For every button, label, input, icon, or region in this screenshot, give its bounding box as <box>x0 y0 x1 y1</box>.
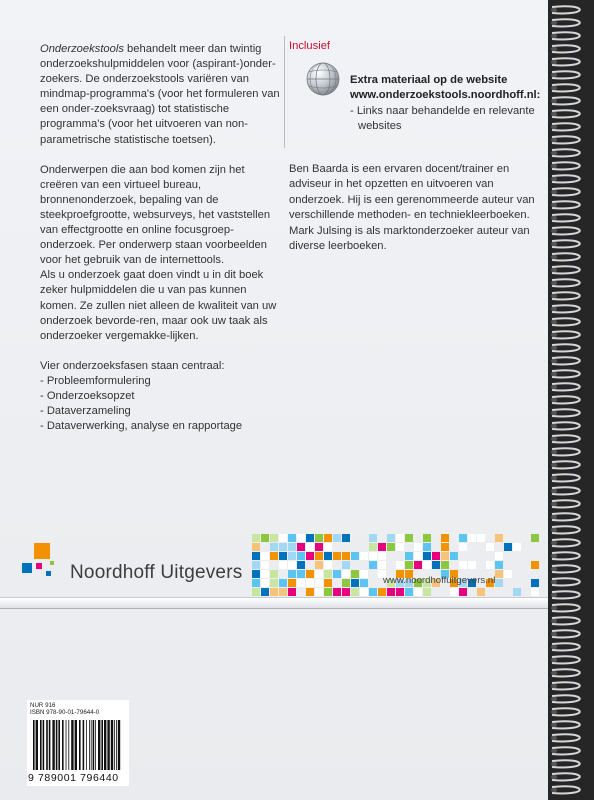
barcode-bar <box>89 720 90 770</box>
binding-hole <box>551 86 557 91</box>
usage-paragraph: Als u onderzoek gaat doen vindt u in dit boek zeker hulpmiddelen die u van pas kunnen komen. Ze zullen niet alleen de kwaliteit van uw onderzoek bevorde-ren, maar ook uw taak als onderzoeker vergemakke-lijken. <box>40 269 277 342</box>
binding-hole <box>551 320 557 325</box>
mosaic-square <box>423 543 431 551</box>
binding-hole <box>551 515 557 520</box>
mosaic-square <box>405 561 413 569</box>
mosaic-square <box>261 579 269 587</box>
mosaic-square <box>387 543 395 551</box>
mosaic-square <box>252 534 260 542</box>
mosaic-square <box>315 570 323 578</box>
mosaic-square <box>450 588 458 596</box>
mosaic-square <box>324 534 332 542</box>
mosaic-square <box>369 543 377 551</box>
mosaic-square <box>495 579 503 587</box>
binding-hole <box>551 255 557 260</box>
barcode-bar <box>91 720 92 770</box>
mosaic-square <box>495 561 503 569</box>
mosaic-square <box>333 552 341 560</box>
mosaic-square <box>351 570 359 578</box>
mosaic-square <box>315 588 323 596</box>
binding-hole <box>551 437 557 442</box>
mosaic-square <box>414 561 422 569</box>
binding-hole <box>551 164 557 169</box>
noordhoff-logo-icon <box>20 541 64 585</box>
mosaic-square <box>315 534 323 542</box>
mosaic-square <box>531 579 539 587</box>
mosaic-square <box>333 570 341 578</box>
mosaic-square <box>297 552 305 560</box>
mosaic-square <box>504 543 512 551</box>
mosaic-square <box>504 570 512 578</box>
mosaic-square <box>252 552 260 560</box>
mosaic-square <box>369 552 377 560</box>
binding-hole <box>551 489 557 494</box>
barcode-bars <box>31 720 125 770</box>
mosaic-square <box>513 543 521 551</box>
binding-hole <box>551 398 557 403</box>
phase-item: - Dataverwerking, analyse en rapportage <box>40 420 243 433</box>
mosaic-square <box>279 543 287 551</box>
color-mosaic-pattern <box>252 534 570 596</box>
barcode-bar <box>36 720 38 770</box>
mosaic-square <box>288 534 296 542</box>
mosaic-square <box>360 570 368 578</box>
binding-hole <box>551 229 557 234</box>
barcode-bar <box>71 720 73 770</box>
mosaic-square <box>252 561 260 569</box>
binding-hole <box>551 762 557 767</box>
barcode-bar <box>114 720 115 770</box>
mosaic-square <box>297 561 305 569</box>
mosaic-square <box>369 534 377 542</box>
binding-hole <box>551 60 557 65</box>
description-column <box>40 42 280 434</box>
mosaic-square <box>360 588 368 596</box>
mosaic-square <box>378 552 386 560</box>
mosaic-square <box>315 552 323 560</box>
mosaic-square <box>297 543 305 551</box>
mosaic-square <box>432 561 440 569</box>
mosaic-square <box>315 543 323 551</box>
barcode-bar <box>66 720 67 770</box>
mosaic-square <box>270 570 278 578</box>
binding-hole <box>551 8 557 13</box>
barcode-bar <box>101 720 103 770</box>
mosaic-square <box>414 543 422 551</box>
mosaic-square <box>306 552 314 560</box>
mosaic-square <box>288 570 296 578</box>
barcode-bar <box>49 720 51 770</box>
mosaic-square <box>531 534 539 542</box>
mosaic-square <box>405 552 413 560</box>
mosaic-square <box>414 588 422 596</box>
mosaic-square <box>324 543 332 551</box>
mosaic-square <box>495 552 503 560</box>
mosaic-square <box>342 534 350 542</box>
mosaic-square <box>441 534 449 542</box>
mosaic-square <box>342 579 350 587</box>
binding-hole <box>551 411 557 416</box>
cover-fold-band <box>0 597 570 609</box>
barcode-bar <box>95 720 96 770</box>
author-bio: Ben Baarda is een ervaren docent/trainer en adviseur in het opzetten en uitvoeren van onderzoek. Hij is een gerenommeerde auteur van verschillende methoden- en techniekleerboeken. Mark Julsing is als marktonderzoeker auteur van diverse leerboeken. <box>289 163 535 253</box>
mosaic-square <box>288 579 296 587</box>
mosaic-square <box>324 561 332 569</box>
barcode-number: 9 789001 796440 <box>28 772 119 784</box>
mosaic-square <box>306 588 314 596</box>
binding-hole <box>551 177 557 182</box>
mosaic-square <box>459 588 467 596</box>
barcode-bar <box>104 720 106 770</box>
mosaic-square <box>477 534 485 542</box>
binding-hole <box>551 424 557 429</box>
mosaic-square <box>459 561 467 569</box>
binding-hole <box>551 606 557 611</box>
mosaic-square <box>279 588 287 596</box>
mosaic-square <box>333 588 341 596</box>
globe-icon <box>306 62 340 96</box>
mosaic-square <box>441 543 449 551</box>
barcode-bar <box>58 720 60 770</box>
phases-list <box>40 374 280 434</box>
binding-hole <box>551 34 557 39</box>
binding-hole <box>551 775 557 780</box>
phase-item: - Probleemformulering <box>40 374 151 387</box>
barcode-bar <box>79 720 81 770</box>
mosaic-square <box>423 552 431 560</box>
extra-item-continued: websites <box>358 120 402 133</box>
binding-hole <box>551 47 557 52</box>
mosaic-square <box>306 570 314 578</box>
binding-hole <box>551 580 557 585</box>
mosaic-square <box>378 588 386 596</box>
mosaic-square <box>423 588 431 596</box>
binding-hole <box>551 268 557 273</box>
barcode-bar <box>62 720 64 770</box>
mosaic-square <box>423 534 431 542</box>
mosaic-square <box>531 588 539 596</box>
nur-label: NUR 916 <box>30 702 56 709</box>
binding-hole <box>551 190 557 195</box>
publisher-name: Noordhoff Uitgevers <box>70 562 243 583</box>
mosaic-square <box>351 579 359 587</box>
barcode-bar <box>46 720 48 770</box>
binding-hole <box>551 372 557 377</box>
barcode-bar <box>118 720 120 770</box>
phase-item: - Dataverzameling <box>40 405 131 418</box>
barcode-bar <box>43 720 45 770</box>
mosaic-square <box>477 588 485 596</box>
mosaic-square <box>279 561 287 569</box>
mosaic-square <box>252 543 260 551</box>
mosaic-square <box>468 534 476 542</box>
mosaic-square <box>270 543 278 551</box>
mosaic-square <box>297 534 305 542</box>
mosaic-square <box>324 570 332 578</box>
phases-intro: Vier onderzoeksfasen staan centraal: <box>40 359 225 372</box>
binding-hole <box>551 21 557 26</box>
spiral-binding <box>548 0 594 800</box>
mosaic-square <box>468 561 476 569</box>
mosaic-square <box>486 561 494 569</box>
mosaic-square <box>306 534 314 542</box>
mosaic-square <box>396 534 404 542</box>
binding-hole <box>551 502 557 507</box>
topics-paragraph: Onderwerpen die aan bod komen zijn het creëren van een virtueel bureau, bronnenonderzoek, bepaling van de steekproefgrootte, websurveys, het vaststellen van effectgrootte en online focusgroep-onderzoek. Per onderwerp staan voorbeelden voor het gebruik van de internettools. <box>40 163 271 267</box>
binding-hole <box>551 450 557 455</box>
mosaic-square <box>324 579 332 587</box>
mosaic-square <box>288 543 296 551</box>
mosaic-square <box>279 552 287 560</box>
mosaic-square <box>369 588 377 596</box>
mosaic-square <box>495 570 503 578</box>
binding-hole <box>551 736 557 741</box>
barcode-bar <box>111 720 113 770</box>
barcode-bar <box>86 720 87 770</box>
mosaic-square <box>252 588 260 596</box>
mosaic-square <box>351 588 359 596</box>
binding-hole <box>551 684 557 689</box>
binding-hole <box>551 476 557 481</box>
mosaic-square <box>405 588 413 596</box>
publisher-website: www.noordhoffuitgevers.nl <box>383 575 496 586</box>
binding-hole <box>551 138 557 143</box>
extra-url: www.onderzoekstools.noordhoff.nl: <box>350 89 541 102</box>
binding-hole <box>551 593 557 598</box>
binding-hole <box>551 658 557 663</box>
barcode-bar <box>52 720 54 770</box>
binding-hole <box>551 788 557 793</box>
mosaic-square <box>432 552 440 560</box>
mosaic-square <box>324 588 332 596</box>
mosaic-square <box>351 552 359 560</box>
mosaic-square <box>270 579 278 587</box>
mosaic-square <box>378 543 386 551</box>
mosaic-square <box>252 570 260 578</box>
intro-text: behandelt meer dan twintig onderzoekshulpmiddelen voor (aspirant-)onder-zoekers. De onderzoekstools variëren van mindmap-programma's (voor het formuleren van een onder-zoeksvraag) tot statistische programma's (voor het uitvoeren van non-parametrische statistische toetsen). <box>40 43 280 146</box>
mosaic-square <box>396 588 404 596</box>
binding-hole <box>551 749 557 754</box>
mosaic-square <box>270 588 278 596</box>
mosaic-square <box>369 561 377 569</box>
binding-hole <box>551 99 557 104</box>
binding-hole <box>551 112 557 117</box>
mosaic-square <box>342 588 350 596</box>
barcode-bar <box>93 720 95 770</box>
mosaic-square <box>360 552 368 560</box>
binding-hole <box>551 294 557 299</box>
barcode-bar <box>116 720 117 770</box>
mosaic-square <box>288 552 296 560</box>
binding-hole <box>551 385 557 390</box>
mosaic-square <box>450 552 458 560</box>
mosaic-square <box>495 534 503 542</box>
binding-hole <box>551 541 557 546</box>
mosaic-square <box>423 561 431 569</box>
binding-hole <box>551 281 557 286</box>
extra-materials <box>350 73 540 135</box>
barcode-bar <box>33 720 35 770</box>
mosaic-square <box>531 561 539 569</box>
mosaic-square <box>441 561 449 569</box>
phase-item: - Onderzoeksopzet <box>40 389 135 402</box>
barcode-bar <box>83 720 85 770</box>
mosaic-square <box>333 534 341 542</box>
binding-hole <box>551 645 557 650</box>
inclusief-label: Inclusief <box>289 40 331 52</box>
intro-paragraph <box>40 42 280 148</box>
mosaic-square <box>279 534 287 542</box>
mosaic-square <box>297 570 305 578</box>
extra-item: - Links naar behandelde en relevante <box>350 104 535 117</box>
mosaic-square <box>342 552 350 560</box>
barcode-bar <box>68 720 69 770</box>
mosaic-square <box>486 543 494 551</box>
mosaic-square <box>261 588 269 596</box>
mosaic-square <box>459 534 467 542</box>
binding-hole <box>551 151 557 156</box>
book-title-italic: Onderzoekstools <box>40 43 124 55</box>
isbn-label: ISBN 978-90-01-79644-0 <box>30 709 100 717</box>
binding-hole <box>551 619 557 624</box>
mosaic-square <box>360 579 368 587</box>
binding-hole <box>551 463 557 468</box>
mosaic-square <box>279 579 287 587</box>
nur-code <box>30 702 99 716</box>
mosaic-square <box>459 543 467 551</box>
mosaic-square <box>261 561 269 569</box>
binding-hole <box>551 359 557 364</box>
binding-hole <box>551 346 557 351</box>
barcode-bar <box>107 720 109 770</box>
binding-hole <box>551 567 557 572</box>
mosaic-square <box>297 579 305 587</box>
mosaic-square <box>261 552 269 560</box>
mosaic-square <box>252 579 260 587</box>
mosaic-square <box>315 579 323 587</box>
mosaic-square <box>405 534 413 542</box>
mosaic-square <box>396 561 404 569</box>
column-divider <box>284 36 285 148</box>
barcode-bar <box>56 720 58 770</box>
mosaic-square <box>378 561 386 569</box>
barcode-bar <box>75 720 77 770</box>
mosaic-square <box>414 552 422 560</box>
binding-hole <box>551 125 557 130</box>
extra-heading: Extra materiaal op de website <box>350 74 508 86</box>
mosaic-square <box>324 552 332 560</box>
binding-hole <box>551 216 557 221</box>
binding-hole <box>551 333 557 338</box>
mosaic-square <box>387 534 395 542</box>
barcode-bar <box>98 720 100 770</box>
mosaic-square <box>441 552 449 560</box>
binding-hole <box>551 697 557 702</box>
binding-hole <box>551 710 557 715</box>
barcode-area <box>27 700 129 786</box>
mosaic-square <box>342 561 350 569</box>
mosaic-square <box>288 561 296 569</box>
binding-hole <box>551 554 557 559</box>
mosaic-square <box>387 588 395 596</box>
mosaic-square <box>270 552 278 560</box>
mosaic-square <box>288 588 296 596</box>
barcode-bar <box>40 720 42 770</box>
mosaic-square <box>270 534 278 542</box>
binding-hole <box>551 632 557 637</box>
mosaic-square <box>261 534 269 542</box>
binding-hole <box>551 671 557 676</box>
binding-hole <box>551 307 557 312</box>
mosaic-square <box>396 543 404 551</box>
mosaic-square <box>315 561 323 569</box>
binding-hole <box>551 528 557 533</box>
mosaic-square <box>261 570 269 578</box>
mosaic-square <box>513 588 521 596</box>
binding-hole <box>551 242 557 247</box>
mosaic-square <box>342 570 350 578</box>
mosaic-square <box>306 579 314 587</box>
binding-hole <box>551 723 557 728</box>
binding-hole <box>551 73 557 78</box>
mosaic-square <box>306 543 314 551</box>
binding-hole <box>551 203 557 208</box>
